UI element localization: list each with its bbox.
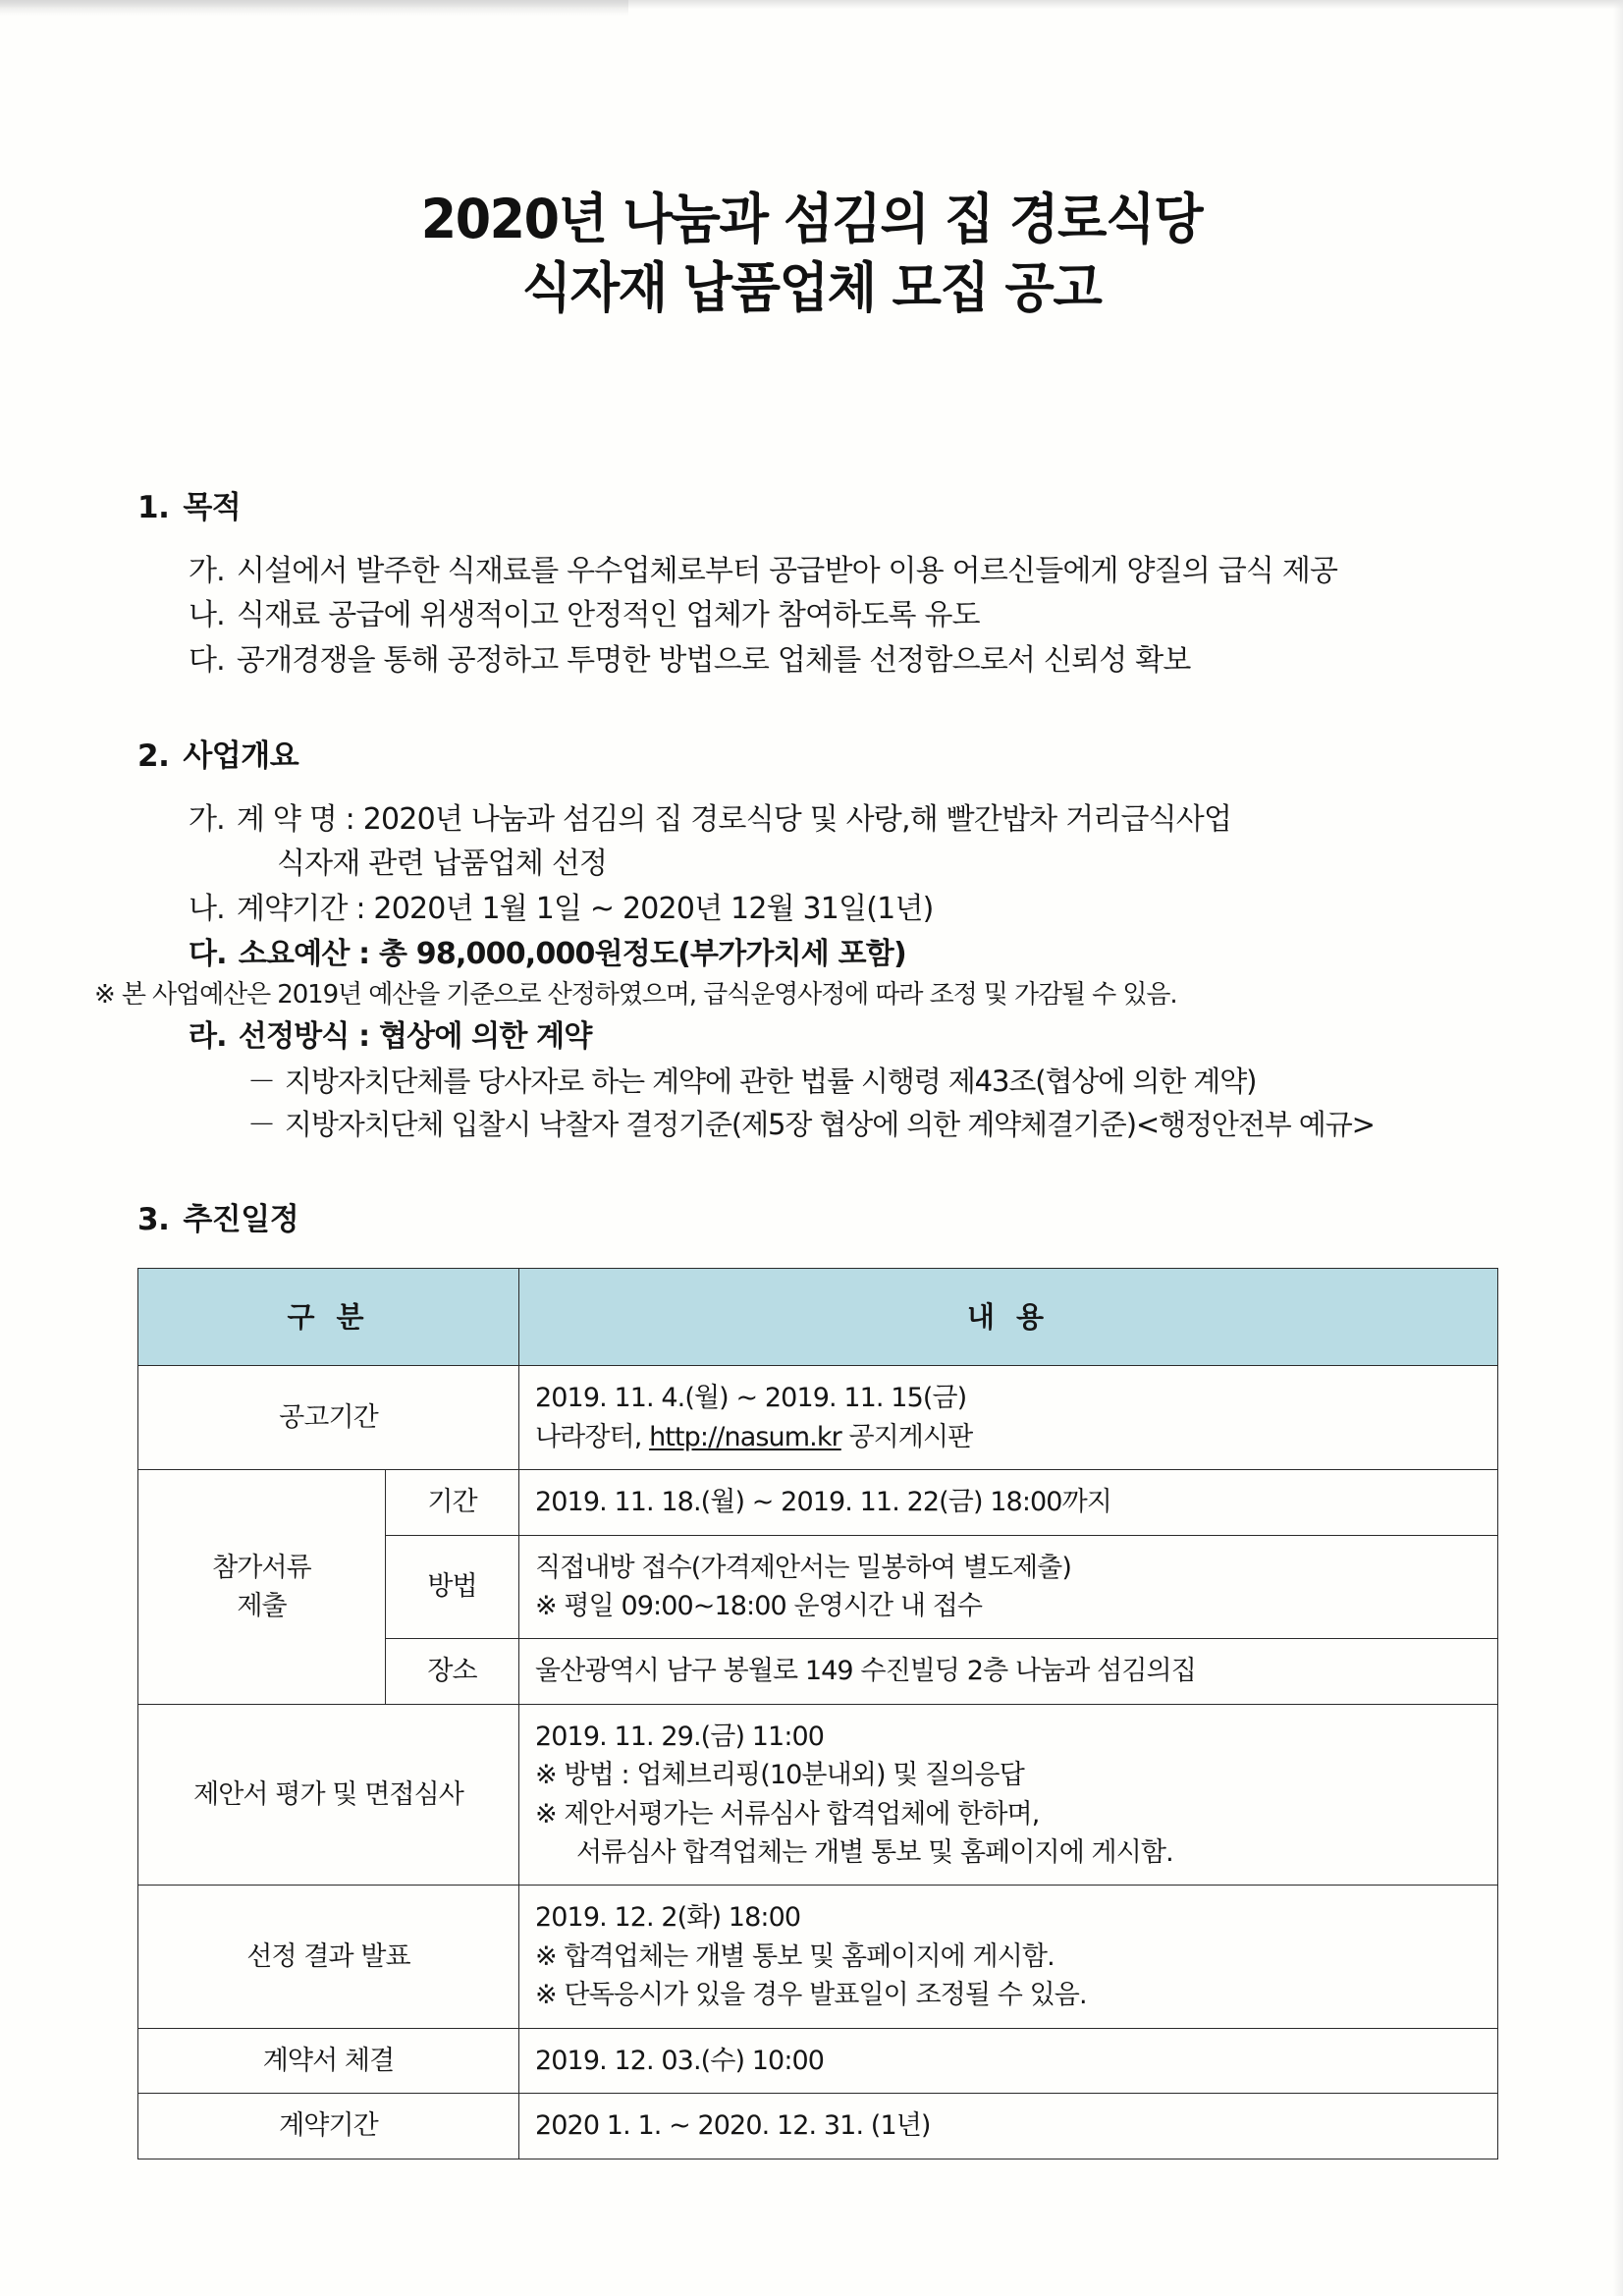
content-line: 직접내방 접수(가격제안서는 밀봉하여 별도제출) [535, 1552, 1071, 1583]
content-line: ※ 합격업체는 개별 통보 및 홈페이지에 게시함. [535, 1941, 1055, 1972]
content-line-indented: 서류심사 합격업체는 개별 통보 및 홈페이지에 게시함. [576, 1837, 1173, 1869]
list-item [189, 887, 1623, 932]
row-content [519, 1470, 1498, 1535]
list-item-continuation [277, 842, 1623, 887]
content-line: 2019. 12. 03.(수) 10:00 [535, 2045, 825, 2076]
section-title-1: 목적 [183, 490, 242, 525]
content-line: ※ 평일 09:00~18:00 운영시간 내 접수 [535, 1591, 983, 1622]
list-item [189, 593, 1623, 638]
content-line: 2019. 11. 29.(금) 11:00 [535, 1721, 825, 1752]
item-text: 식재료 공급에 위생적이고 안정적인 업체가 참여하도록 유도 [236, 598, 980, 633]
schedule-table-wrapper [137, 1268, 1497, 2159]
item-text: 시설에서 발주한 식재료를 우수업체로부터 공급받아 이용 어르신들에게 양질의 급식 제공 [236, 553, 1338, 588]
column-header-category: 구 분 [138, 1269, 519, 1366]
sub-list-item [247, 1060, 1623, 1103]
section-number-3: 3. [137, 1201, 170, 1237]
row-category: 공고기간 [138, 1366, 519, 1470]
table-row [138, 1704, 1498, 1886]
row-content [519, 2028, 1498, 2093]
title-line-2: 식자재 납품업체 모집 공고 [521, 256, 1102, 320]
scan-edge-shadow-left [0, 0, 628, 16]
budget-note: ※ 본 사업예산은 2019년 예산을 기준으로 산정하였으며, 급식운영사정에 따라 조정 및 가감될 수 있음. [94, 980, 1177, 1011]
item-text: 식자재 관련 납품업체 선정 [277, 847, 608, 882]
column-header-content: 내 용 [519, 1269, 1498, 1366]
category-line-1: 참가서류 [212, 1552, 311, 1583]
table-row [138, 1366, 1498, 1470]
content-line: 2019. 12. 2(화) 18:00 [535, 1902, 801, 1934]
row-category: 제안서 평가 및 면접심사 [138, 1704, 519, 1886]
content-line: ※ 제안서평가는 서류심사 합격업체에 한하며, [535, 1798, 1040, 1830]
item-text: 공개경쟁을 통해 공정하고 투명한 방법으로 업체를 선정함으로서 신뢰성 확보 [236, 642, 1191, 678]
row-content [519, 1886, 1498, 2028]
table-header-row [138, 1269, 1498, 1366]
content-line: 울산광역시 남구 봉월로 149 수진빌딩 2층 나눔과 섬김의집 [535, 1656, 1196, 1687]
section-heading-1 [137, 485, 1623, 531]
row-category: 선정 결과 발표 [138, 1886, 519, 2028]
section-heading-3 [137, 1197, 1623, 1243]
item-marker: 나. [189, 891, 225, 926]
section-heading-2 [137, 734, 1623, 780]
row-subcategory: 장소 [386, 1639, 519, 1704]
item-marker: 가. [189, 553, 225, 588]
title-line-1: 2020년 나눔과 섬김의 집 경로식당 [420, 188, 1203, 250]
table-row [138, 1886, 1498, 2028]
row-content [519, 1639, 1498, 1704]
section-number-2: 2. [137, 738, 170, 775]
dash-marker: － [247, 1064, 275, 1098]
row-category: 계약서 체결 [138, 2028, 519, 2093]
content-line-with-link [535, 1418, 1482, 1456]
sub-list-item [247, 1103, 1623, 1146]
suffix-text: 공지게시판 [840, 1421, 973, 1452]
item-text: 계 약 명 : 2020년 나눔과 섬김의 집 경로식당 및 사랑,해 빨간밥차 거리급식사업 [236, 801, 1232, 837]
content-line: 2019. 11. 4.(월) ~ 2019. 11. 15(금) [535, 1383, 967, 1414]
table-row [138, 2094, 1498, 2159]
table-row [138, 2028, 1498, 2093]
table-row [138, 1470, 1498, 1535]
section-number-1: 1. [137, 490, 170, 525]
prefix-text: 나라장터, [535, 1421, 650, 1452]
document-title [0, 185, 1623, 323]
schedule-table [137, 1268, 1498, 2159]
content-line: 2020 1. 1. ~ 2020. 12. 31. (1년) [535, 2110, 931, 2142]
row-category: 계약기간 [138, 2094, 519, 2159]
item-text: 선정방식 : 협상에 의한 계약 [238, 1019, 592, 1055]
item-marker: 나. [189, 598, 225, 633]
document-body [0, 485, 1623, 2159]
item-text: 계약기간 : 2020년 1월 1일 ~ 2020년 12월 31일(1년) [236, 891, 934, 926]
item-marker: 가. [189, 801, 225, 837]
list-item [189, 638, 1623, 683]
list-item [189, 549, 1623, 594]
content-line: ※ 방법 : 업체브리핑(10분내외) 및 질의응답 [535, 1760, 1024, 1791]
row-category-participation [138, 1470, 386, 1705]
dash-text: 지방자치단체를 당사자로 하는 계약에 관한 법률 시행령 제43조(협상에 의한 계약) [284, 1064, 1257, 1098]
list-item [189, 1014, 1623, 1060]
category-line-2: 제출 [237, 1591, 287, 1622]
row-content [519, 1366, 1498, 1470]
item-marker: 다. [189, 642, 225, 678]
row-subcategory: 기간 [386, 1470, 519, 1535]
item-marker: 라. [189, 1019, 227, 1055]
row-content [519, 1704, 1498, 1886]
list-item [189, 932, 1623, 977]
row-subcategory: 방법 [386, 1535, 519, 1639]
row-content [519, 2094, 1498, 2159]
row-content [519, 1535, 1498, 1639]
item-text: 소요예산 : 총 98,000,000원정도(부가가치세 포함) [238, 936, 906, 971]
content-line: ※ 단독응시가 있을 경우 발표일이 조정될 수 있음. [535, 1980, 1087, 2011]
item-marker: 다. [189, 936, 227, 971]
dash-marker: － [247, 1107, 275, 1141]
section-title-3: 추진일정 [183, 1201, 299, 1237]
dash-text: 지방자치단체 입찰시 낙찰자 결정기준(제5장 협상에 의한 계약체결기준)<행정안전부 예규> [284, 1107, 1375, 1141]
section-title-2: 사업개요 [183, 738, 299, 775]
nasum-url-link[interactable]: http://nasum.kr [649, 1421, 841, 1452]
content-line: 2019. 11. 18.(월) ~ 2019. 11. 22(금) 18:00까지 [535, 1487, 1111, 1518]
list-item [189, 797, 1623, 843]
